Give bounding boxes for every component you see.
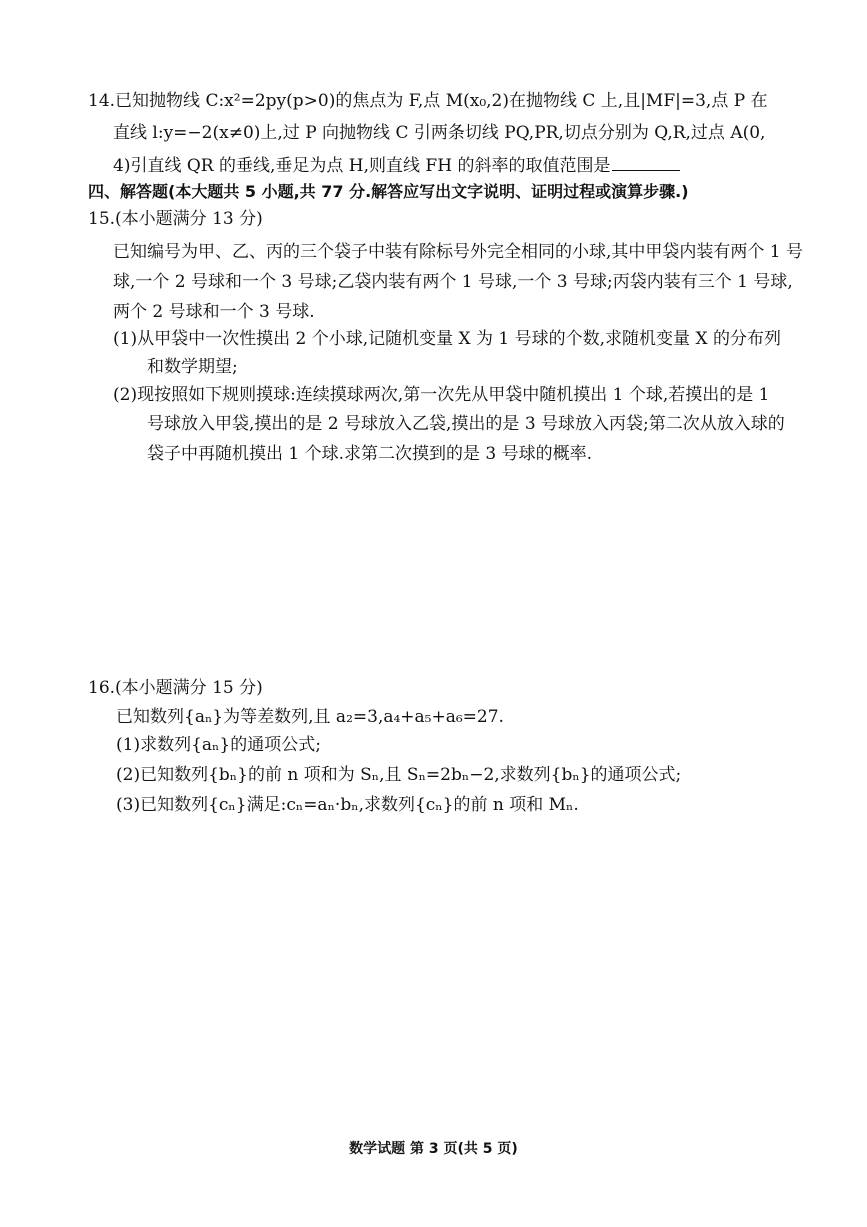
q15-part2-line-1: (2)现按照如下规则摸球:连续摸球两次,第一次先从甲袋中随机摸出 1 个球,若摸出的是 1	[113, 385, 770, 405]
section-heading: 四、解答题(本大题共 5 小题,共 77 分.解答应写出文字说明、证明过程或演算步骤.)	[88, 182, 689, 201]
q15-part1-line-1: (1)从甲袋中一次性摸出 2 个小球,记随机变量 X 为 1 号球的个数,求随机变量 X 的分布列	[113, 329, 781, 349]
q16-part1: (1)求数列{aₙ}的通项公式;	[116, 735, 321, 755]
answer-blank	[612, 154, 680, 171]
q16-part3: (3)已知数列{cₙ}满足:cₙ=aₙ·bₙ,求数列{cₙ}的前 n 项和 Mₙ.	[116, 795, 579, 815]
q14-line-3	[113, 154, 680, 177]
q14-line-3-text: 4)引直线 QR 的垂线,垂足为点 H,则直线 FH 的斜率的取值范围是	[113, 156, 611, 176]
q14-line-2: 直线 l:y=−2(x≠0)上,过 P 向抛物线 C 引两条切线 PQ,PR,切点分别为 Q,R,过点 A(0,	[113, 123, 766, 143]
q16-title: 16.(本小题满分 15 分)	[88, 678, 263, 698]
q15-stem-line-1: 已知编号为甲、乙、丙的三个袋子中装有除标号外完全相同的小球,其中甲袋内装有两个 1 号	[113, 242, 804, 262]
q15-part2-line-3: 袋子中再随机摸出 1 个球.求第二次摸到的是 3 号球的概率.	[147, 444, 593, 464]
q16-stem: 已知数列{aₙ}为等差数列,且 a₂=3,a₄+a₅+a₆=27.	[116, 707, 504, 727]
q15-part1-line-2: 和数学期望;	[147, 357, 238, 377]
q15-stem-line-2: 球,一个 2 号球和一个 3 号球;乙袋内装有两个 1 号球,一个 3 号球;丙袋内装有三个 1 号球,	[113, 272, 793, 292]
q15-stem-line-3: 两个 2 号球和一个 3 号球.	[113, 302, 315, 322]
page-footer: 数学试题 第 3 页(共 5 页)	[349, 1141, 518, 1157]
q15-part2-line-2: 号球放入甲袋,摸出的是 2 号球放入乙袋,摸出的是 3 号球放入丙袋;第二次从放入球的	[147, 414, 785, 434]
q14-line-1: 14.已知抛物线 C:x²=2py(p>0)的焦点为 F,点 M(x₀,2)在抛物线 C 上,且|MF|=3,点 P 在	[88, 91, 768, 111]
q15-title: 15.(本小题满分 13 分)	[88, 209, 263, 229]
q16-part2: (2)已知数列{bₙ}的前 n 项和为 Sₙ,且 Sₙ=2bₙ−2,求数列{bₙ}的通项公式;	[116, 765, 682, 785]
